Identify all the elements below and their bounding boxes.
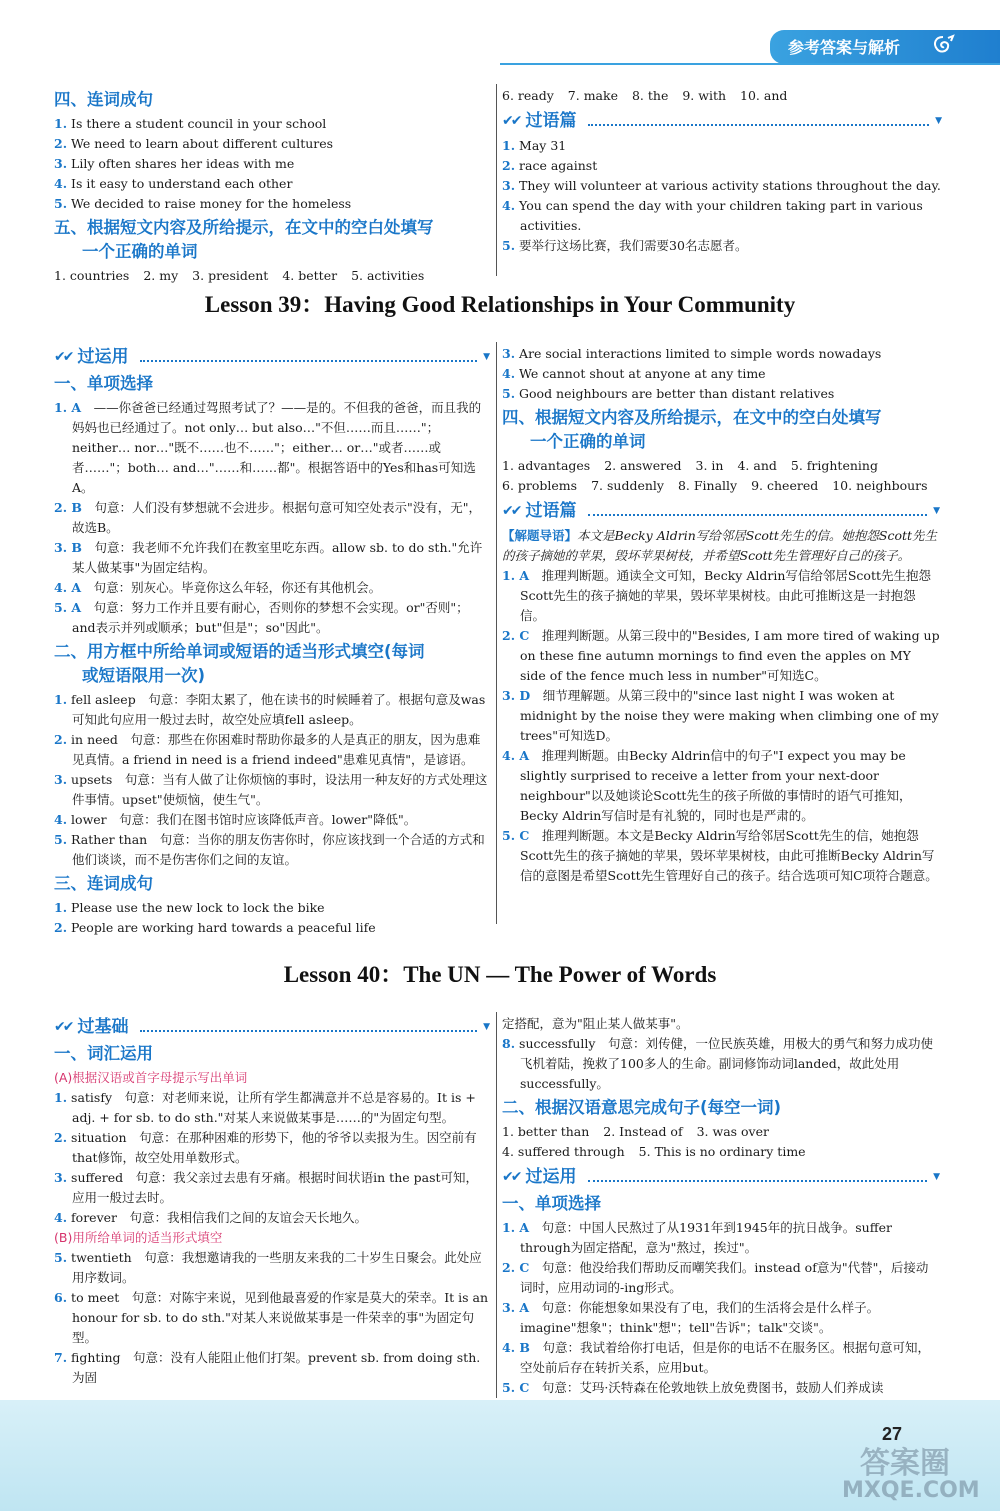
list-item: 4. Is it easy to understand each other [54,176,293,191]
section-heading: ✔✔ 过语篇 ▼ [502,111,942,131]
list-item: 1. A 推理判断题。通读全文可知，Becky Aldrin写信给邻居Scott先生抱怨Scott先生的孩子摘她的苹果，毁坏苹果树枝。由此可推断这是一封抱怨信。 [502,568,932,623]
header-label: 参考答案与解析 [788,38,901,57]
list-item: 5. We decided to raise money for the homeless [54,196,352,211]
answer-row: 6. ready 7. make 8. the 9. with 10. and [502,88,788,103]
list-item: 3. Are social interactions limited to simple words nowadays [502,346,882,361]
watermark-logo: 答案圈 [860,1446,950,1481]
guide-text: 本文是Becky Aldrin写给邻居Scott先生的信。她抱怨Scott先生的孩子摘她的苹果，毁坏苹果树枝，并希望Scott先生管理好自己的孩子。 [502,528,938,563]
answer-row: 6. problems 7. suddenly 8. Finally 9. cheered 10. neighbours [502,478,928,493]
list-item: 2. race against [502,158,598,173]
top-right-column [502,86,942,256]
checkmark-icon: ✔✔ [502,1169,520,1185]
list-item: 8. successfully 句意：刘传健，一位民族英雄，用极大的勇气和努力成功使飞机着陆，挽救了100多人的生命。副词修饰动词landed，故此处用successfully。 [502,1036,933,1091]
subsection-title: (A)根据汉语或首字母提示写出单词 [54,1070,248,1085]
list-item: 2. situation 句意：在那种困难的形势下，他的爷爷以卖报为生。因空前有that修饰，故空处用单数形式。 [54,1130,477,1165]
list-item: 1. May 31 [502,138,567,153]
dotted-rule [140,1022,477,1032]
watermark-url: MXQE.COM [842,1478,980,1503]
lesson-title: Lesson 40：The UN — The Power of Words [283,962,717,987]
guide-label: 【解题导语】 [502,528,578,543]
section-title: 四、连词成句 [54,90,153,109]
section-title: 一、单项选择 [502,1194,601,1213]
section-title: 三、连词成句 [54,874,153,893]
section-title: 二、用方框中所给单词或短语的适当形式填空(每词 或短语限用一次) [54,642,425,685]
list-item: 5. Rather than 句意：当你的朋友伤害你时，你应该找到一个合适的方式和他们谈谈，而不是伤害你们之间的友谊。 [54,832,485,867]
dotted-rule [588,1172,927,1182]
answer-row: 4. suffered through 5. This is no ordinary time [502,1144,806,1159]
checkmark-icon: ✔✔ [502,113,520,129]
lesson40-right-column [502,1014,940,1398]
list-item: 5. 要举行这场比赛，我们需要30名志愿者。 [502,238,748,253]
list-item: 3. B 句意：我老师不允许我们在教室里吃东西。allow sb. to do sth."允许某人做某事"为固定结构。 [54,540,483,575]
list-item: 4. lower 句意：我们在图书馆时应该降低声音。lower"降低"。 [54,812,417,827]
list-item: 1. fell asleep 句意：李阳太累了，他在读书的时候睡着了。根据句意及was可知此句应用一般过去时，故空处应填fell asleep。 [54,692,486,727]
triangle-icon: ▼ [935,116,942,126]
list-item: 7. fighting 句意：没有人能阻止他们打架。prevent sb. from doing sth. 为固 [54,1350,481,1385]
top-left-column [54,86,490,286]
triangle-icon: ▼ [483,352,490,362]
list-item: 6. to meet 句意：对陈宇来说，见到他最喜爱的作家是莫大的荣幸。It is an honour for sb. to do sth."对某人来说做某事是一件荣幸的事"为固定句型。 [54,1290,489,1345]
list-item: 1. A ——你爸爸已经通过驾照考试了？——是的。不但我的爸爸，而且我的妈妈也已经通过了。not only… but also…"不但……而且……"；neither… nor…"既不……也不……"；either… or…"或者……或者……"；both… and…"……和……都"。根据答语中的Yes和has可知选A。 [54,400,482,495]
checkmark-icon: ✔✔ [54,1019,72,1035]
lesson39-left-column [54,342,490,938]
answer-row: 1. better than 2. Instead of 3. was over [502,1124,769,1139]
continued-text: 定搭配，意为"阻止某人做某事"。 [502,1016,689,1031]
list-item: 4. A 句意：别灰心。毕竟你这么年轻，你还有其他机会。 [54,580,382,595]
lesson-title: Lesson 39：Having Good Relationships in Your Community [204,292,796,317]
column-divider [496,1012,497,1398]
list-item: 3. upsets 句意：当有人做了让你烦恼的事时，设法用一种友好的方式处理这件事情。upset"使烦恼，使生气"。 [54,772,488,807]
triangle-icon: ▼ [933,506,940,516]
list-item: 3. suffered 句意：我父亲过去患有牙痛。根据时间状语in the past可知，应用一般过去时。 [54,1170,479,1205]
list-item: 4. A 推理判断题。由Becky Aldrin信中的句子"I expect you may be slightly surprised to receive a letter from your next-door neighbour"以及她谈论Scott先生的孩子所做的事情时的语气可推知，Becky Aldrin写信时是有礼貌的，同时也是严肃的。 [502,748,912,823]
lesson40-left-column [54,1012,490,1388]
page-number: 27 [882,1424,903,1444]
list-item: 1. Please use the new lock to lock the bike [54,900,325,915]
subsection-title: (B)用所给单词的适当形式填空 [54,1230,223,1245]
dotted-rule [588,116,929,126]
list-item: 2. People are working hard towards a peaceful life [54,920,376,935]
column-divider [496,84,497,276]
answer-row: 1. advantages 2. answered 3. in 4. and 5. frightening [502,458,878,473]
list-item: 2. B 句意：人们没有梦想就不会进步。根据句意可知空处表示"没有，无"，故选B。 [54,500,481,535]
triangle-icon: ▼ [933,1172,940,1182]
column-divider [496,342,497,924]
list-item: 5. C 句意：艾玛·沃特森在伦敦地铁上放免费图书，鼓励人们养成读 [502,1380,884,1395]
list-item: 4. We cannot shout at anyone at any time [502,366,766,381]
lesson39-right-column [502,344,940,886]
swirl-icon [930,34,956,60]
list-item: 1. A 句意：中国人民熬过了从1931年到1945年的抗日战争。suffer through为固定搭配，意为"熬过，挨过"。 [502,1220,892,1255]
header-rule [500,63,1000,65]
list-item: 3. A 句意：你能想象如果没有了电，我们的生活将会是什么样子。imagine"想象"；think"想"；tell"告诉"；talk"交谈"。 [502,1300,880,1335]
list-item: 1. satisfy 句意：对老师来说，让所有学生都满意并不总是容易的。It is + adj. + for sb. to do sth."对某人来说做某事是……的"为固定句型。 [54,1090,476,1125]
section-heading: ✔✔ 过基础 ▼ [54,1017,490,1037]
list-item: 5. A 句意：努力工作并且要有耐心，否则你的梦想不会实现。or"否则"；and表示并列或顺承；but"但是"；so"因此"。 [54,600,469,635]
dotted-rule [588,506,927,516]
section-title: 一、词汇运用 [54,1044,153,1063]
sentence-list [54,114,490,214]
list-item: 5. C 推理判断题。本文是Becky Aldrin写给邻居Scott先生的信，她抱怨Scott先生的孩子摘她的苹果，毁坏苹果树枝，由此可推断Becky Aldrin写信的意图是希望Scott先生管理好自己的孩子。结合选项可知C项符合题意。 [502,828,938,883]
list-item: 3. Lily often shares her ideas with me [54,156,295,171]
list-item: 2. in need 句意：那些在你困难时帮助你最多的人是真正的朋友，因为患难见真情。a friend in need is a friend indeed"患难见真情"，是谚语。 [54,732,481,767]
list-item: 3. They will volunteer at various activity stations throughout the day. [502,178,941,193]
section-title: 二、根据汉语意思完成句子(每空一词) [502,1098,782,1117]
list-item: 5. twentieth 句意：我想邀请我的一些朋友来我的二十岁生日聚会。此处应用序数词。 [54,1250,482,1285]
section-title: 四、根据短文内容及所给提示，在文中的空白处填写 一个正确的单词 [502,408,882,451]
checkmark-icon: ✔✔ [54,349,72,365]
answer-row: 1. countries 2. my 3. president 4. better 5. activities [54,268,425,283]
section-heading: ✔✔ 过语篇 ▼ [502,501,940,521]
list-item: 4. B 句意：我试着给你打电话，但是你的电话不在服务区。根据句意可知，空处前后存在转折关系，应用but。 [502,1340,930,1375]
list-item: 3. D 细节理解题。从第三段中的"since last night I was woken at midnight by the noise they were making when climbing one of my trees"可知选D。 [502,688,939,743]
guide-paragraph [502,526,940,566]
checkmark-icon: ✔✔ [502,503,520,519]
section-title: 五、根据短文内容及所给提示，在文中的空白处填写 一个正确的单词 [54,218,434,261]
triangle-icon: ▼ [483,1022,490,1032]
header-band [770,30,1000,64]
section-title: 一、单项选择 [54,374,153,393]
list-item: 2. We need to learn about different cultures [54,136,334,151]
section-heading: ✔✔ 过运用 ▼ [54,347,490,367]
list-item: 5. Good neighbours are better than distant relatives [502,386,835,401]
dotted-rule [140,352,477,362]
list-item: 1. Is there a student council in your school [54,116,327,131]
list-item: 4. You can spend the day with your children taking part in various activities. [502,198,923,233]
list-item: 4. forever 句意：我相信我们之间的友谊会天长地久。 [54,1210,368,1225]
section-heading: ✔✔ 过运用 ▼ [502,1167,940,1187]
list-item: 2. C 句意：他没给我们帮助反而嘲笑我们。instead of意为"代替"，后接动词时，应用动词的-ing形式。 [502,1260,929,1295]
list-item: 2. C 推理判断题。从第三段中的"Besides, I am more tired of waking up on these fine autumn mornings to find even the apples on MY side of the fence much less in number"可知选C。 [502,628,940,683]
